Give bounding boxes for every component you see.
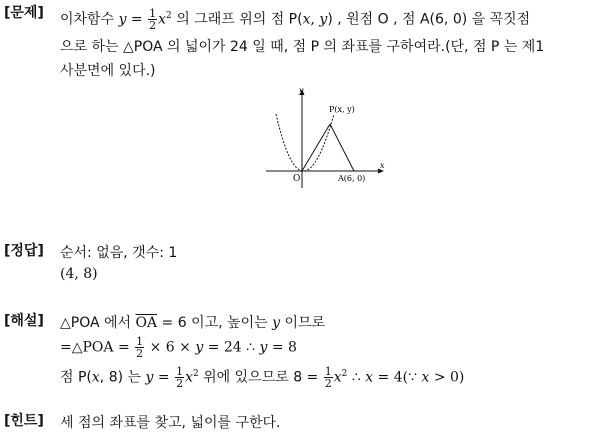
axis-x-label: x [380,161,385,170]
explanation-line-1: △POA 에서 $\overline{OA} = 6$ 이고, 높이는 y 이므로 [60,315,326,331]
parabola-graph [262,84,392,190]
point-a-label: A(6, 0) [338,174,366,183]
parabola-curve [276,114,334,171]
hint-label: [힌트] [4,413,44,429]
problem-label: [문제] [4,5,44,21]
origin-label: O [293,174,301,184]
fraction: $\frac{1}{2}$ [149,7,157,32]
problem-line-1: 이차함수 y = $\frac{1}{2}$ $x^2$ 의 그래프 위의 점 P(x, y) , 원점 O , 점 A(6, 0) 을 꼭짓점 [60,7,531,32]
explanation-line-3: 점 P(x, 8) 는 y = $\frac{1}{2}$ $x^2$ 위에 있으므로 8 = $\frac{1}{2}$ $x^2$ ∴ x = 4(∵ x > 0) [60,365,465,390]
fraction: $\frac{1}{2}$ [324,365,332,390]
answer-line-2: (4, 8) [60,266,98,282]
axis-y-label: y [299,86,304,95]
explanation-label: [해설] [4,313,44,329]
segment-pa [330,124,354,171]
point-p-label: P(x, y) [329,105,355,114]
problem-line-2: 으로 하는 △POA 의 넓이가 24 일 때, 점 P 의 좌표를 구하여라.(단, 점 P 는 제1 [60,39,545,55]
fraction: $\frac{1}{2}$ [176,365,184,390]
answer-line-1: 순서: 없음, 갯수: 1 [60,245,178,261]
fraction: $\frac{1}{2}$ [136,335,144,360]
problem-line-3: 사분면에 있다.) [60,63,156,79]
explanation-line-2: =△POA = $\frac{1}{2}$ × 6 × y = 24 ∴ y = 8 [60,335,297,360]
answer-label: [정답] [4,243,44,259]
hint-text: 세 점의 좌표를 찾고, 넓이를 구한다. [60,415,281,431]
segment-op [302,124,330,171]
